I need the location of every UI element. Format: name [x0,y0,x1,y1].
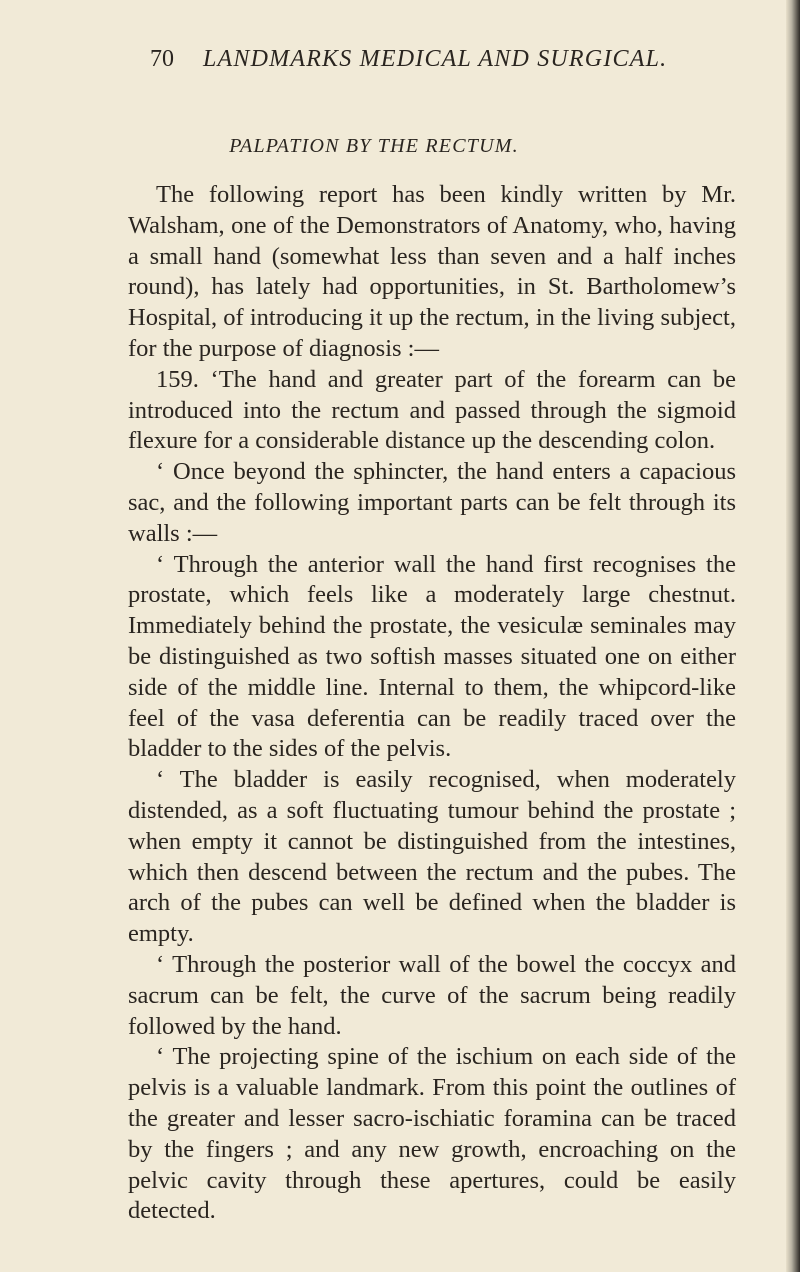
paragraph: The following report has been kindly written by Mr. Walsham, one of the Demonstrators of Anatomy, who, having a small hand (somewhat less than seven and a half inches round), has lately had opportunities, in St. Bartholomew’s Hospital, of introducing it up the rectum, in the living subject, for the purpose of diagnosis :— [128,181,736,362]
section-title: PALPATION BY THE RECTUM. [229,135,519,157]
paragraph: ‘ Once beyond the sphincter, the hand enters a capacious sac, and the following important parts can be felt through its walls :— [128,458,736,547]
paragraph: ‘ The projecting spine of the ischium on each side of the pelvis is a valuable landmark. From this point the outlines of the greater and lesser sacro-ischiatic foramina can be traced by the fingers ; and any new growth, encroaching on the pelvic cavity through these apertures, could be easily detected. [128,1043,736,1225]
page-edge [786,0,800,1272]
paragraph: ‘ The bladder is easily recognised, when moderately distended, as a soft fluctuating tumour behind the prostate ; when empty it cannot be distinguished from the intestines, which then descend between the rectum and the pubes. The arch of the pubes can well be defined when the bladder is empty. [128,766,736,948]
paragraph: ‘ Through the posterior wall of the bowel the coccyx and sacrum can be felt, the curve of the sacrum being readily followed by the hand. [128,950,736,1040]
paragraph: 159. ‘The hand and greater part of the forearm can be introduced into the rectum and passed through the sigmoid flexure for a considerable distance up the descending colon. [128,365,736,455]
paragraph: ‘ Through the anterior wall the hand first recognises the prostate, which feels like a moderately large chestnut. Immediately behind the prostate, the vesiculæ seminales may be distinguished as two softish masses situated one on either side of the middle line. Internal to them, the whipcord-like feel of the vasa deferentia can be readily traced over the bladder to the sides of the pelvis. [128,550,736,763]
page-number: 70 [150,46,174,72]
running-head: LANDMARKS MEDICAL AND SURGICAL. [203,46,668,72]
body-text [128,180,736,1227]
page-header [0,46,800,76]
